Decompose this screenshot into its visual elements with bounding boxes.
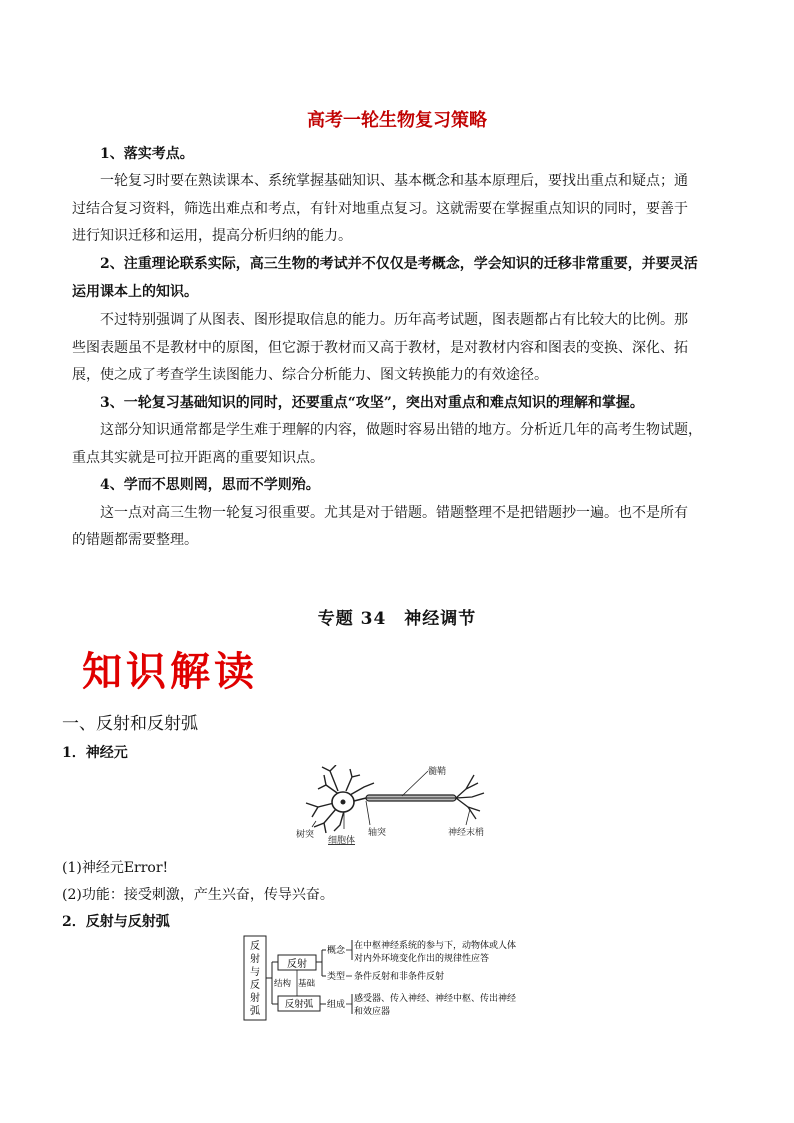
reflex-diagram [240,932,560,1024]
neuron-note-1: (1)神经元Error! [62,860,169,876]
composition-label: 组成 [327,1000,346,1010]
neuron-diagram [290,765,500,850]
strategy-body-1-line2: 过结合复习资料，筛选出难点和考点，有针对地重点复习。这就需要在掌握重点知识的同时，要善于 [72,201,688,217]
subsection-neuron: 1．神经元 [62,745,128,761]
composition-text-line2: 和效应器 [354,1007,391,1017]
section-title: 一、反射和反射弧 [62,714,198,734]
topic-title: 专题 34 神经调节 [317,609,477,629]
label-axon: 轴突 [368,828,387,838]
strategy-body-4-line1: 这一点对高三生物一轮复习很重要。尤其是对于错题。错题整理不是把错题抄一遍。也不是所有 [100,505,688,521]
strategy-body-2-line1: 不过特别强调了从图表、图形提取信息的能力。历年高考试题，图表题都占有比较大的比例。那 [100,312,688,328]
concept-label: 概念 [327,946,346,956]
side-label-char-3: 与 [250,967,260,978]
side-label-char-2: 射 [250,954,260,965]
axon-hillock-shape [354,798,366,801]
label-cell-body: 细胞体 [328,836,356,846]
strategy-body-3-line2: 重点其实就是可拉开距离的重要知识点。 [72,450,324,466]
label-dendrite: 树突 [296,830,315,840]
side-label-char-5: 射 [250,993,260,1004]
nucleus-shape [341,800,346,805]
strategy-body-2-line3: 展，使之成了考查学生读图能力、综合分析能力、图文转换能力的有效途径。 [72,367,548,383]
strategy-body-1-line3: 进行知识迁移和运用，提高分析归纳的能力。 [72,228,352,244]
basis-label: 基础 [298,979,316,989]
strategy-heading-4: 4、学而不思则罔，思而不学则殆。 [100,477,320,493]
strategy-body-4-line2: 的错题都需要整理。 [72,532,198,548]
reflex-arc-label: 反射弧 [284,999,314,1010]
strategy-heading-2-line2: 运用课本上的知识。 [72,284,198,300]
structure-label: 结构 [274,979,292,989]
label-myelin: 髓鞘 [428,767,447,777]
neuron-note-2: (2)功能：接受刺激，产生兴奋，传导兴奋。 [62,887,334,903]
strategy-body-2-line2: 些图表题虽不是教材中的原图，但它源于教材而又高于教材，是对教材内容和图表的变换、深化、拓 [72,340,688,356]
strategy-heading-3: 3、一轮复习基础知识的同时，还要重点“攻坚”，突出对重点和难点知识的理解和掌握。 [100,395,644,411]
label-nerve-ending: 神经末梢 [448,828,485,838]
type-text: 条件反射和非条件反射 [354,972,445,982]
composition-text-line1: 感受器、传入神经、神经中枢、传出神经 [354,994,517,1004]
knowledge-banner: 知识解读 [82,649,258,695]
side-label-char-1: 反 [250,941,260,952]
side-label-char-6: 弧 [250,1006,260,1017]
side-label-char-4: 反 [250,980,260,991]
strategy-body-3-line1: 这部分知识通常都是学生难于理解的内容，做题时容易出错的地方。分析近几年的高考生物试题， [100,422,702,438]
strategy-heading-2-line1: 2、注重理论联系实际，高三生物的考试并不仅仅是考概念，学会知识的迁移非常重要，并要灵活 [100,256,698,272]
nerve-endings-shape [456,775,484,819]
subsection-reflex: 2．反射与反射弧 [62,914,170,930]
type-label: 类型 [327,972,346,982]
concept-text-line1: 在中枢神经系统的参与下，动物体或人体 [354,941,517,951]
concept-text-line2: 对内外环境变化作出的规律性应答 [354,954,490,964]
strategy-title: 高考一轮生物复习策略 [307,110,487,131]
strategy-body-1-line1: 一轮复习时要在熟读课本、系统掌握基础知识、基本概念和基本原理后，要找出重点和疑点；通 [100,173,688,189]
reflex-label: 反射 [287,959,307,970]
strategy-heading-1: 1、落实考点。 [100,146,194,162]
